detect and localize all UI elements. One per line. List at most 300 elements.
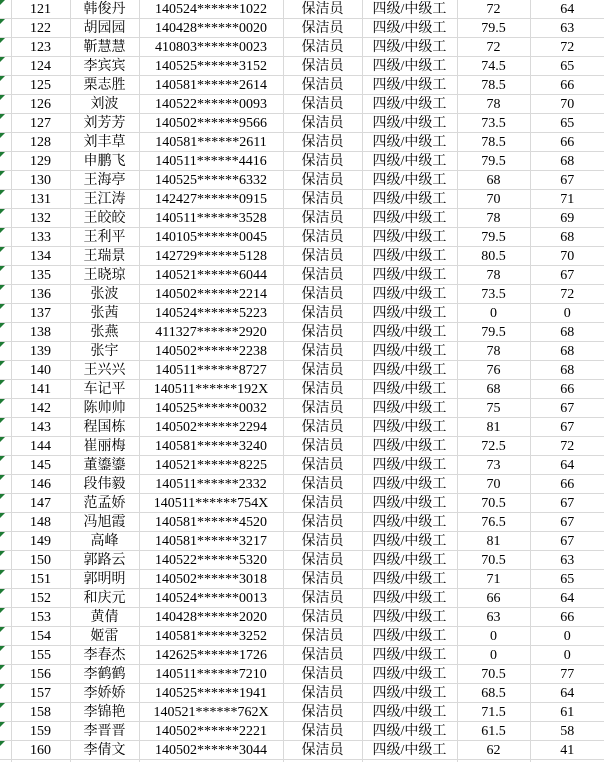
job-title-cell[interactable]: 保洁员	[283, 95, 362, 114]
name-cell[interactable]: 李锦艳	[70, 703, 139, 722]
score1-cell[interactable]: 0	[457, 304, 530, 323]
job-title-cell[interactable]: 保洁员	[283, 665, 362, 684]
job-title-cell[interactable]: 保洁员	[283, 285, 362, 304]
skill-level-cell[interactable]: 四级/中级工	[362, 19, 457, 38]
id-number-cell[interactable]: 140511******2332	[139, 475, 283, 494]
job-title-cell[interactable]: 保洁员	[283, 570, 362, 589]
row-indicator-cell[interactable]	[0, 228, 11, 247]
score1-cell[interactable]: 73	[457, 456, 530, 475]
row-number-cell[interactable]: 146	[11, 475, 70, 494]
row-number-cell[interactable]: 127	[11, 114, 70, 133]
id-number-cell[interactable]: 140511******8727	[139, 361, 283, 380]
name-cell[interactable]: 栗志胜	[70, 76, 139, 95]
skill-level-cell[interactable]: 四级/中级工	[362, 190, 457, 209]
score2-cell[interactable]: 67	[530, 494, 604, 513]
name-cell[interactable]: 崔丽梅	[70, 437, 139, 456]
id-number-cell[interactable]: 140525******1941	[139, 684, 283, 703]
skill-level-cell[interactable]: 四级/中级工	[362, 703, 457, 722]
skill-level-cell[interactable]: 四级/中级工	[362, 570, 457, 589]
skill-level-cell[interactable]: 四级/中级工	[362, 57, 457, 76]
job-title-cell[interactable]: 保洁员	[283, 57, 362, 76]
row-number-cell[interactable]: 154	[11, 627, 70, 646]
skill-level-cell[interactable]: 四级/中级工	[362, 304, 457, 323]
row-indicator-cell[interactable]	[0, 703, 11, 722]
score2-cell[interactable]: 58	[530, 722, 604, 741]
score1-cell[interactable]: 70.5	[457, 665, 530, 684]
job-title-cell[interactable]: 保洁员	[283, 532, 362, 551]
row-number-cell[interactable]: 152	[11, 589, 70, 608]
id-number-cell[interactable]: 140581******2614	[139, 76, 283, 95]
score2-cell[interactable]: 66	[530, 380, 604, 399]
score1-cell[interactable]: 70.5	[457, 494, 530, 513]
row-number-cell[interactable]: 131	[11, 190, 70, 209]
id-number-cell[interactable]: 140511******192X	[139, 380, 283, 399]
score2-cell[interactable]: 0	[530, 304, 604, 323]
job-title-cell[interactable]: 保洁员	[283, 627, 362, 646]
score2-cell[interactable]: 67	[530, 532, 604, 551]
name-cell[interactable]: 张燕	[70, 323, 139, 342]
score2-cell[interactable]: 66	[530, 76, 604, 95]
score1-cell[interactable]: 76.5	[457, 513, 530, 532]
score2-cell[interactable]: 72	[530, 285, 604, 304]
id-number-cell[interactable]: 140581******3217	[139, 532, 283, 551]
name-cell[interactable]: 王江涛	[70, 190, 139, 209]
name-cell[interactable]: 韩俊丹	[70, 0, 139, 19]
job-title-cell[interactable]: 保洁员	[283, 209, 362, 228]
score2-cell[interactable]: 65	[530, 57, 604, 76]
id-number-cell[interactable]: 140524******0013	[139, 589, 283, 608]
name-cell[interactable]: 王兴兴	[70, 361, 139, 380]
score2-cell[interactable]: 66	[530, 133, 604, 152]
id-number-cell[interactable]: 140525******0032	[139, 399, 283, 418]
id-number-cell[interactable]: 140521******6044	[139, 266, 283, 285]
name-cell[interactable]: 张宇	[70, 342, 139, 361]
row-indicator-cell[interactable]	[0, 665, 11, 684]
skill-level-cell[interactable]: 四级/中级工	[362, 513, 457, 532]
id-number-cell[interactable]: 140525******6332	[139, 171, 283, 190]
job-title-cell[interactable]: 保洁员	[283, 475, 362, 494]
row-indicator-cell[interactable]	[0, 38, 11, 57]
name-cell[interactable]: 王海亭	[70, 171, 139, 190]
name-cell[interactable]: 张茜	[70, 304, 139, 323]
row-number-cell[interactable]: 151	[11, 570, 70, 589]
row-number-cell[interactable]: 125	[11, 76, 70, 95]
row-number-cell[interactable]: 153	[11, 608, 70, 627]
score2-cell[interactable]: 68	[530, 152, 604, 171]
row-number-cell[interactable]: 139	[11, 342, 70, 361]
row-number-cell[interactable]: 140	[11, 361, 70, 380]
skill-level-cell[interactable]: 四级/中级工	[362, 627, 457, 646]
row-indicator-cell[interactable]	[0, 608, 11, 627]
name-cell[interactable]: 申鹏飞	[70, 152, 139, 171]
score1-cell[interactable]: 74.5	[457, 57, 530, 76]
id-number-cell[interactable]: 140502******2238	[139, 342, 283, 361]
skill-level-cell[interactable]: 四级/中级工	[362, 114, 457, 133]
score1-cell[interactable]: 0	[457, 627, 530, 646]
row-number-cell[interactable]: 129	[11, 152, 70, 171]
row-indicator-cell[interactable]	[0, 380, 11, 399]
score2-cell[interactable]: 67	[530, 513, 604, 532]
score1-cell[interactable]: 63	[457, 608, 530, 627]
row-indicator-cell[interactable]	[0, 627, 11, 646]
job-title-cell[interactable]: 保洁员	[283, 304, 362, 323]
score2-cell[interactable]: 67	[530, 418, 604, 437]
id-number-cell[interactable]: 140581******2611	[139, 133, 283, 152]
row-indicator-cell[interactable]	[0, 171, 11, 190]
skill-level-cell[interactable]: 四级/中级工	[362, 209, 457, 228]
id-number-cell[interactable]: 140511******3528	[139, 209, 283, 228]
row-indicator-cell[interactable]	[0, 475, 11, 494]
score1-cell[interactable]: 79.5	[457, 323, 530, 342]
skill-level-cell[interactable]: 四级/中级工	[362, 589, 457, 608]
job-title-cell[interactable]: 保洁员	[283, 722, 362, 741]
name-cell[interactable]: 刘芳芳	[70, 114, 139, 133]
score1-cell[interactable]: 68	[457, 380, 530, 399]
score2-cell[interactable]: 72	[530, 437, 604, 456]
skill-level-cell[interactable]: 四级/中级工	[362, 38, 457, 57]
score1-cell[interactable]: 78	[457, 95, 530, 114]
job-title-cell[interactable]: 保洁员	[283, 19, 362, 38]
skill-level-cell[interactable]: 四级/中级工	[362, 475, 457, 494]
score1-cell[interactable]: 81	[457, 532, 530, 551]
score2-cell[interactable]: 64	[530, 456, 604, 475]
name-cell[interactable]: 刘波	[70, 95, 139, 114]
score1-cell[interactable]: 78	[457, 266, 530, 285]
skill-level-cell[interactable]: 四级/中级工	[362, 399, 457, 418]
id-number-cell[interactable]: 142729******5128	[139, 247, 283, 266]
row-indicator-cell[interactable]	[0, 589, 11, 608]
name-cell[interactable]: 冯旭霞	[70, 513, 139, 532]
score2-cell[interactable]: 64	[530, 589, 604, 608]
score1-cell[interactable]: 70	[457, 190, 530, 209]
score2-cell[interactable]: 68	[530, 323, 604, 342]
row-indicator-cell[interactable]	[0, 95, 11, 114]
job-title-cell[interactable]: 保洁员	[283, 361, 362, 380]
score2-cell[interactable]: 71	[530, 190, 604, 209]
row-indicator-cell[interactable]	[0, 57, 11, 76]
score2-cell[interactable]: 68	[530, 228, 604, 247]
row-indicator-cell[interactable]	[0, 152, 11, 171]
name-cell[interactable]: 黄倩	[70, 608, 139, 627]
score2-cell[interactable]: 63	[530, 19, 604, 38]
name-cell[interactable]: 李鹤鹤	[70, 665, 139, 684]
id-number-cell[interactable]: 142427******0915	[139, 190, 283, 209]
id-number-cell[interactable]: 140522******5320	[139, 551, 283, 570]
score1-cell[interactable]: 78.5	[457, 133, 530, 152]
score2-cell[interactable]: 63	[530, 551, 604, 570]
row-number-cell[interactable]: 142	[11, 399, 70, 418]
name-cell[interactable]: 李宾宾	[70, 57, 139, 76]
score2-cell[interactable]: 66	[530, 608, 604, 627]
score1-cell[interactable]: 78	[457, 209, 530, 228]
name-cell[interactable]: 王皎皎	[70, 209, 139, 228]
row-number-cell[interactable]: 144	[11, 437, 70, 456]
job-title-cell[interactable]: 保洁员	[283, 684, 362, 703]
skill-level-cell[interactable]: 四级/中级工	[362, 608, 457, 627]
skill-level-cell[interactable]: 四级/中级工	[362, 418, 457, 437]
id-number-cell[interactable]: 140581******3240	[139, 437, 283, 456]
row-indicator-cell[interactable]	[0, 19, 11, 38]
row-number-cell[interactable]: 158	[11, 703, 70, 722]
id-number-cell[interactable]: 140502******2221	[139, 722, 283, 741]
id-number-cell[interactable]: 140502******3018	[139, 570, 283, 589]
job-title-cell[interactable]: 保洁员	[283, 133, 362, 152]
skill-level-cell[interactable]: 四级/中级工	[362, 152, 457, 171]
skill-level-cell[interactable]: 四级/中级工	[362, 722, 457, 741]
row-indicator-cell[interactable]	[0, 722, 11, 741]
row-number-cell[interactable]: 132	[11, 209, 70, 228]
job-title-cell[interactable]: 保洁员	[283, 323, 362, 342]
score1-cell[interactable]: 71.5	[457, 703, 530, 722]
job-title-cell[interactable]: 保洁员	[283, 399, 362, 418]
name-cell[interactable]: 刘丰草	[70, 133, 139, 152]
score2-cell[interactable]: 65	[530, 570, 604, 589]
name-cell[interactable]: 李倩文	[70, 741, 139, 760]
row-number-cell[interactable]: 138	[11, 323, 70, 342]
id-number-cell[interactable]: 140511******4416	[139, 152, 283, 171]
job-title-cell[interactable]: 保洁员	[283, 418, 362, 437]
score1-cell[interactable]: 0	[457, 646, 530, 665]
skill-level-cell[interactable]: 四级/中级工	[362, 437, 457, 456]
row-indicator-cell[interactable]	[0, 551, 11, 570]
name-cell[interactable]: 胡园园	[70, 19, 139, 38]
row-indicator-cell[interactable]	[0, 209, 11, 228]
id-number-cell[interactable]: 142625******1726	[139, 646, 283, 665]
id-number-cell[interactable]: 140525******3152	[139, 57, 283, 76]
name-cell[interactable]: 李晋晋	[70, 722, 139, 741]
score2-cell[interactable]: 67	[530, 171, 604, 190]
row-indicator-cell[interactable]	[0, 114, 11, 133]
row-indicator-cell[interactable]	[0, 304, 11, 323]
id-number-cell[interactable]: 411327******2920	[139, 323, 283, 342]
name-cell[interactable]: 范孟娇	[70, 494, 139, 513]
skill-level-cell[interactable]: 四级/中级工	[362, 266, 457, 285]
job-title-cell[interactable]: 保洁员	[283, 646, 362, 665]
skill-level-cell[interactable]: 四级/中级工	[362, 0, 457, 19]
row-indicator-cell[interactable]	[0, 418, 11, 437]
score1-cell[interactable]: 79.5	[457, 152, 530, 171]
job-title-cell[interactable]: 保洁员	[283, 608, 362, 627]
name-cell[interactable]: 王瑞景	[70, 247, 139, 266]
score1-cell[interactable]: 76	[457, 361, 530, 380]
id-number-cell[interactable]: 140502******2294	[139, 418, 283, 437]
row-number-cell[interactable]: 137	[11, 304, 70, 323]
skill-level-cell[interactable]: 四级/中级工	[362, 95, 457, 114]
row-indicator-cell[interactable]	[0, 285, 11, 304]
score2-cell[interactable]: 70	[530, 247, 604, 266]
name-cell[interactable]: 车记平	[70, 380, 139, 399]
score2-cell[interactable]: 67	[530, 399, 604, 418]
row-number-cell[interactable]: 130	[11, 171, 70, 190]
score1-cell[interactable]: 79.5	[457, 19, 530, 38]
name-cell[interactable]: 姬雷	[70, 627, 139, 646]
job-title-cell[interactable]: 保洁员	[283, 266, 362, 285]
row-number-cell[interactable]: 157	[11, 684, 70, 703]
skill-level-cell[interactable]: 四级/中级工	[362, 456, 457, 475]
row-number-cell[interactable]: 159	[11, 722, 70, 741]
row-number-cell[interactable]: 147	[11, 494, 70, 513]
id-number-cell[interactable]: 140521******762X	[139, 703, 283, 722]
job-title-cell[interactable]: 保洁员	[283, 247, 362, 266]
score2-cell[interactable]: 77	[530, 665, 604, 684]
id-number-cell[interactable]: 140511******7210	[139, 665, 283, 684]
name-cell[interactable]: 李娇娇	[70, 684, 139, 703]
skill-level-cell[interactable]: 四级/中级工	[362, 494, 457, 513]
job-title-cell[interactable]: 保洁员	[283, 437, 362, 456]
name-cell[interactable]: 郭路云	[70, 551, 139, 570]
row-number-cell[interactable]: 148	[11, 513, 70, 532]
skill-level-cell[interactable]: 四级/中级工	[362, 323, 457, 342]
row-number-cell[interactable]: 133	[11, 228, 70, 247]
score2-cell[interactable]: 66	[530, 475, 604, 494]
skill-level-cell[interactable]: 四级/中级工	[362, 171, 457, 190]
job-title-cell[interactable]: 保洁员	[283, 494, 362, 513]
row-number-cell[interactable]: 128	[11, 133, 70, 152]
score2-cell[interactable]: 68	[530, 342, 604, 361]
job-title-cell[interactable]: 保洁员	[283, 0, 362, 19]
score2-cell[interactable]: 0	[530, 646, 604, 665]
score2-cell[interactable]: 69	[530, 209, 604, 228]
skill-level-cell[interactable]: 四级/中级工	[362, 646, 457, 665]
job-title-cell[interactable]: 保洁员	[283, 38, 362, 57]
skill-level-cell[interactable]: 四级/中级工	[362, 532, 457, 551]
skill-level-cell[interactable]: 四级/中级工	[362, 665, 457, 684]
row-number-cell[interactable]: 124	[11, 57, 70, 76]
name-cell[interactable]: 和庆元	[70, 589, 139, 608]
row-indicator-cell[interactable]	[0, 646, 11, 665]
score1-cell[interactable]: 78	[457, 342, 530, 361]
score2-cell[interactable]: 0	[530, 627, 604, 646]
row-number-cell[interactable]: 149	[11, 532, 70, 551]
id-number-cell[interactable]: 140511******754X	[139, 494, 283, 513]
score2-cell[interactable]: 64	[530, 684, 604, 703]
row-number-cell[interactable]: 122	[11, 19, 70, 38]
row-indicator-cell[interactable]	[0, 456, 11, 475]
score1-cell[interactable]: 61.5	[457, 722, 530, 741]
name-cell[interactable]: 张波	[70, 285, 139, 304]
job-title-cell[interactable]: 保洁员	[283, 456, 362, 475]
row-indicator-cell[interactable]	[0, 570, 11, 589]
row-indicator-cell[interactable]	[0, 741, 11, 760]
row-number-cell[interactable]: 145	[11, 456, 70, 475]
row-indicator-cell[interactable]	[0, 190, 11, 209]
row-number-cell[interactable]: 155	[11, 646, 70, 665]
job-title-cell[interactable]: 保洁员	[283, 342, 362, 361]
job-title-cell[interactable]: 保洁员	[283, 741, 362, 760]
row-indicator-cell[interactable]	[0, 247, 11, 266]
name-cell[interactable]: 王利平	[70, 228, 139, 247]
score1-cell[interactable]: 81	[457, 418, 530, 437]
id-number-cell[interactable]: 140428******0020	[139, 19, 283, 38]
id-number-cell[interactable]: 140502******9566	[139, 114, 283, 133]
job-title-cell[interactable]: 保洁员	[283, 703, 362, 722]
score1-cell[interactable]: 72.5	[457, 437, 530, 456]
row-number-cell[interactable]: 141	[11, 380, 70, 399]
job-title-cell[interactable]: 保洁员	[283, 171, 362, 190]
job-title-cell[interactable]: 保洁员	[283, 76, 362, 95]
score1-cell[interactable]: 62	[457, 741, 530, 760]
skill-level-cell[interactable]: 四级/中级工	[362, 741, 457, 760]
score2-cell[interactable]: 72	[530, 38, 604, 57]
id-number-cell[interactable]: 140521******8225	[139, 456, 283, 475]
score1-cell[interactable]: 79.5	[457, 228, 530, 247]
row-number-cell[interactable]: 143	[11, 418, 70, 437]
id-number-cell[interactable]: 140524******5223	[139, 304, 283, 323]
name-cell[interactable]: 段伟毅	[70, 475, 139, 494]
skill-level-cell[interactable]: 四级/中级工	[362, 342, 457, 361]
skill-level-cell[interactable]: 四级/中级工	[362, 380, 457, 399]
job-title-cell[interactable]: 保洁员	[283, 380, 362, 399]
name-cell[interactable]: 郭明明	[70, 570, 139, 589]
name-cell[interactable]: 李春杰	[70, 646, 139, 665]
name-cell[interactable]: 靳慧慧	[70, 38, 139, 57]
row-number-cell[interactable]: 160	[11, 741, 70, 760]
id-number-cell[interactable]: 140522******0093	[139, 95, 283, 114]
skill-level-cell[interactable]: 四级/中级工	[362, 76, 457, 95]
job-title-cell[interactable]: 保洁员	[283, 228, 362, 247]
skill-level-cell[interactable]: 四级/中级工	[362, 228, 457, 247]
name-cell[interactable]: 董鎏鎏	[70, 456, 139, 475]
skill-level-cell[interactable]: 四级/中级工	[362, 551, 457, 570]
id-number-cell[interactable]: 140105******0045	[139, 228, 283, 247]
row-indicator-cell[interactable]	[0, 513, 11, 532]
row-indicator-cell[interactable]	[0, 399, 11, 418]
job-title-cell[interactable]: 保洁员	[283, 551, 362, 570]
name-cell[interactable]: 程国栋	[70, 418, 139, 437]
score1-cell[interactable]: 71	[457, 570, 530, 589]
row-number-cell[interactable]: 150	[11, 551, 70, 570]
job-title-cell[interactable]: 保洁员	[283, 513, 362, 532]
id-number-cell[interactable]: 140524******1022	[139, 0, 283, 19]
skill-level-cell[interactable]: 四级/中级工	[362, 285, 457, 304]
id-number-cell[interactable]: 140428******2020	[139, 608, 283, 627]
skill-level-cell[interactable]: 四级/中级工	[362, 247, 457, 266]
row-number-cell[interactable]: 121	[11, 0, 70, 19]
score1-cell[interactable]: 68	[457, 171, 530, 190]
score1-cell[interactable]: 73.5	[457, 114, 530, 133]
score1-cell[interactable]: 78.5	[457, 76, 530, 95]
score2-cell[interactable]: 64	[530, 0, 604, 19]
name-cell[interactable]: 王晓琼	[70, 266, 139, 285]
row-number-cell[interactable]: 134	[11, 247, 70, 266]
row-indicator-cell[interactable]	[0, 494, 11, 513]
row-indicator-cell[interactable]	[0, 342, 11, 361]
score1-cell[interactable]: 70	[457, 475, 530, 494]
score2-cell[interactable]: 61	[530, 703, 604, 722]
score2-cell[interactable]: 65	[530, 114, 604, 133]
score1-cell[interactable]: 72	[457, 38, 530, 57]
row-indicator-cell[interactable]	[0, 532, 11, 551]
row-number-cell[interactable]: 136	[11, 285, 70, 304]
score1-cell[interactable]: 75	[457, 399, 530, 418]
job-title-cell[interactable]: 保洁员	[283, 114, 362, 133]
name-cell[interactable]: 高峰	[70, 532, 139, 551]
job-title-cell[interactable]: 保洁员	[283, 190, 362, 209]
id-number-cell[interactable]: 140502******2214	[139, 285, 283, 304]
row-indicator-cell[interactable]	[0, 133, 11, 152]
score1-cell[interactable]: 66	[457, 589, 530, 608]
skill-level-cell[interactable]: 四级/中级工	[362, 133, 457, 152]
row-number-cell[interactable]: 156	[11, 665, 70, 684]
row-indicator-cell[interactable]	[0, 684, 11, 703]
job-title-cell[interactable]: 保洁员	[283, 589, 362, 608]
job-title-cell[interactable]: 保洁员	[283, 152, 362, 171]
name-cell[interactable]: 陈帅帅	[70, 399, 139, 418]
score1-cell[interactable]: 68.5	[457, 684, 530, 703]
row-indicator-cell[interactable]	[0, 437, 11, 456]
score2-cell[interactable]: 41	[530, 741, 604, 760]
score1-cell[interactable]: 72	[457, 0, 530, 19]
